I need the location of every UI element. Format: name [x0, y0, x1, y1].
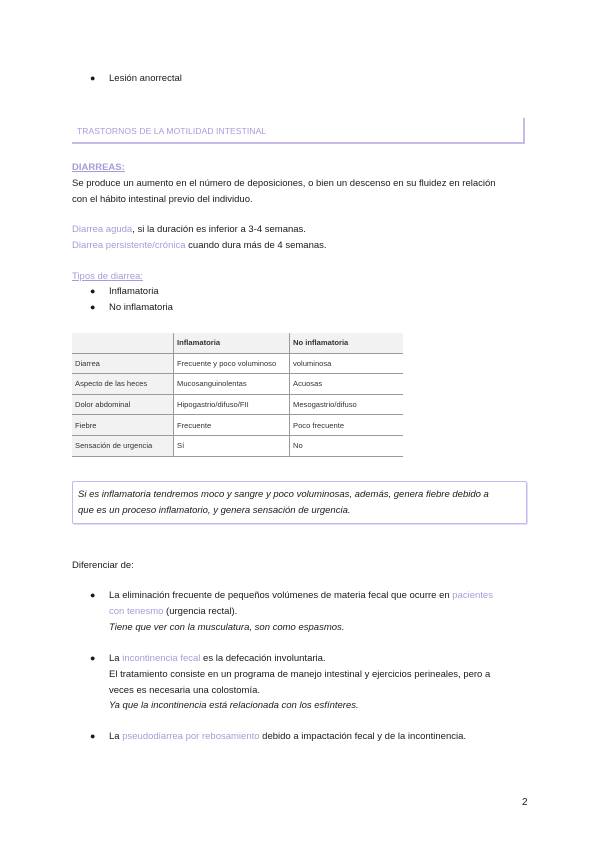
diarrea-cronica-line	[72, 240, 327, 251]
bullet-icon: ●	[90, 590, 96, 600]
table-header-cell	[72, 333, 174, 353]
list-item-text-part: es la defecación involuntaria.	[200, 653, 326, 664]
tenesmo-term: con tenesmo	[109, 606, 164, 617]
incontinencia-term: incontinencia fecal	[122, 653, 201, 664]
table-cell: Mucosanguinolentas	[174, 374, 290, 395]
note-line: que es un proceso inflamatorio, y genera sensación de urgencia.	[78, 505, 351, 516]
diarrea-aguda-term: Diarrea aguda	[72, 224, 133, 235]
table-cell: Fiebre	[72, 415, 174, 436]
table-row	[72, 415, 403, 436]
table-cell: Mesogastrio/difuso	[290, 394, 404, 415]
list-item-text-part: (urgencia rectal).	[163, 606, 238, 617]
note-box	[72, 481, 527, 524]
table-cell: Frecuente	[174, 415, 290, 436]
italic-note: Ya que la incontinencia está relacionada con los esfínteres.	[109, 700, 359, 711]
list-item-text	[109, 731, 466, 742]
list-item-text	[109, 590, 493, 601]
table-row	[72, 435, 403, 456]
diarrea-aguda-text: , si la duración es inferior a 3-4 semanas.	[132, 224, 306, 235]
table-cell: No	[290, 435, 404, 456]
table-row	[72, 374, 403, 395]
list-item-text: Lesión anorrectal	[109, 73, 182, 84]
page-number: 2	[522, 797, 528, 808]
list-item-text-part: La eliminación frecuente de pequeños volúmenes de materia fecal que ocurre en	[109, 590, 453, 601]
table-cell: Sí	[174, 435, 290, 456]
list-item-text-part: La	[109, 731, 123, 742]
list-item-text-part: La	[109, 653, 123, 664]
diarrea-aguda-line	[72, 224, 306, 235]
table-cell: Sensación de urgencia	[72, 435, 174, 456]
list-item-continuation	[109, 606, 237, 617]
table-cell: voluminosa	[290, 353, 404, 374]
list-item-text: Inflamatoria	[109, 286, 159, 297]
bullet-icon: ●	[90, 731, 96, 741]
bullet-icon: ●	[90, 653, 96, 663]
table-cell: Acuosas	[290, 374, 404, 395]
table-cell: Diarrea	[72, 353, 174, 374]
list-item-text-part: debido a impactación fecal y de la incontinencia.	[259, 731, 467, 742]
diarrea-cronica-text: cuando dura más de 4 semanas.	[185, 240, 327, 251]
diferenciar-heading: Diferenciar de:	[72, 560, 134, 571]
table-header-cell: No inflamatoria	[290, 333, 404, 353]
note-line: Si es inflamatoria tendremos moco y sangre y poco voluminosas, además, genera fiebre debido a	[78, 489, 489, 500]
list-item-continuation: El tratamiento consiste en un programa de manejo intestinal y ejercicios perineales, pero a	[109, 669, 491, 680]
bullet-icon: ●	[90, 302, 96, 312]
table-cell: Hipogastrio/difuso/FII	[174, 394, 290, 415]
pseudodiarrea-term: pseudodiarrea por rebosamiento	[122, 731, 260, 742]
list-item-text	[109, 653, 326, 664]
bullet-icon: ●	[90, 73, 96, 83]
bullet-icon: ●	[90, 286, 96, 296]
paragraph-line: Se produce un aumento en el número de deposiciones, o bien un descenso en su fluidez en relación	[72, 178, 496, 189]
table-row	[72, 394, 403, 415]
table-header-cell: Inflamatoria	[174, 333, 290, 353]
paragraph-line: con el hábito intestinal previo del individuo.	[72, 194, 253, 205]
table-header-row	[72, 333, 403, 353]
comparison-table	[72, 333, 403, 457]
table-cell: Poco frecuente	[290, 415, 404, 436]
list-item-text: No inflamatoria	[109, 302, 173, 313]
table-cell: Aspecto de las heces	[72, 374, 174, 395]
diarreas-heading: DIARREAS:	[72, 162, 125, 173]
italic-note: Tiene que ver con la musculatura, son como espasmos.	[109, 622, 345, 633]
pacientes-term: pacientes	[452, 590, 493, 601]
diarrea-cronica-term: Diarrea persistente/crónica	[72, 240, 186, 251]
table-cell: Frecuente y poco voluminoso	[174, 353, 290, 374]
tipos-heading: Tipos de diarrea:	[72, 271, 143, 282]
section-title: TRASTORNOS DE LA MOTILIDAD INTESTINAL	[77, 126, 267, 136]
table-row	[72, 353, 403, 374]
table-cell: Dolor abdominal	[72, 394, 174, 415]
list-item-continuation: veces es necesaria una colostomía.	[109, 685, 261, 696]
section-heading-box	[72, 118, 525, 144]
